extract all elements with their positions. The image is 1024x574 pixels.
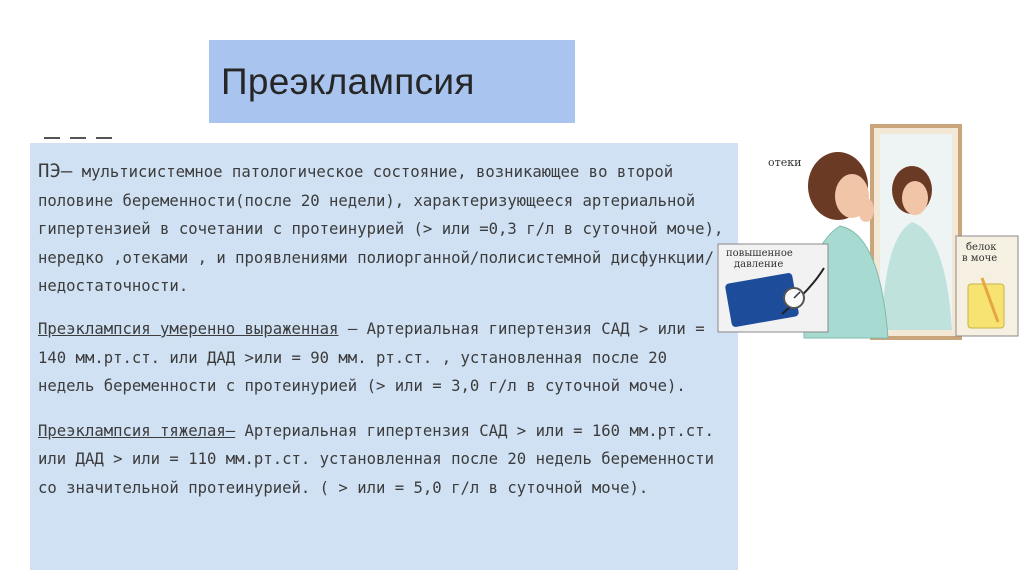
label-pressure-1: повышенное [726,248,793,259]
definition-text: мультисистемное патологическое состояние, возникающее во второй половине беременности(после 20 недели), характеризующееся артериальной гипертензией в сочетании с протеинурией (> или =0,3 г/л в суточной моче), нередко ,отеками , и проявлениями полиорганной/полисистемной дисфункции/недостаточности. [38,163,724,296]
severe-paragraph [38,417,730,503]
severe-term: Преэклампсия тяжелая– [38,421,236,440]
title-box [209,40,575,123]
definition-abbreviation: ПЭ– [38,160,73,182]
content-box [30,143,738,570]
woman-hand [858,198,874,222]
reflection-face [902,181,928,215]
label-protein-1: белок [966,242,997,253]
moderate-paragraph [38,315,730,401]
severe-text: Артериальная гипертензия САД > или = 160 мм.рт.ст. или ДАД > или = 110 мм.рт.ст. установленная после 20 недель беременности со значительной протеинурией. ( > или = 5,0 г/л в суточной моче). [38,421,714,497]
definition-paragraph [38,157,730,301]
preeclampsia-illustration [712,118,1024,342]
label-protein-2: в моче [962,253,998,264]
decorative-dashes [44,130,114,144]
label-edema: отеки [768,156,802,169]
page-title: Преэклампсия [221,60,475,102]
moderate-term: Преэклампсия умеренно выраженная [38,319,339,338]
moderate-text: – Артериальная гипертензия САД > или = 140 мм.рт.ст. или ДАД >или = 90 мм. рт.ст. , установленная после 20 недель беременности с протеинурией (> или = 3,0 г/л в суточной моче). [38,319,705,396]
label-pressure-2: давление [734,259,784,270]
